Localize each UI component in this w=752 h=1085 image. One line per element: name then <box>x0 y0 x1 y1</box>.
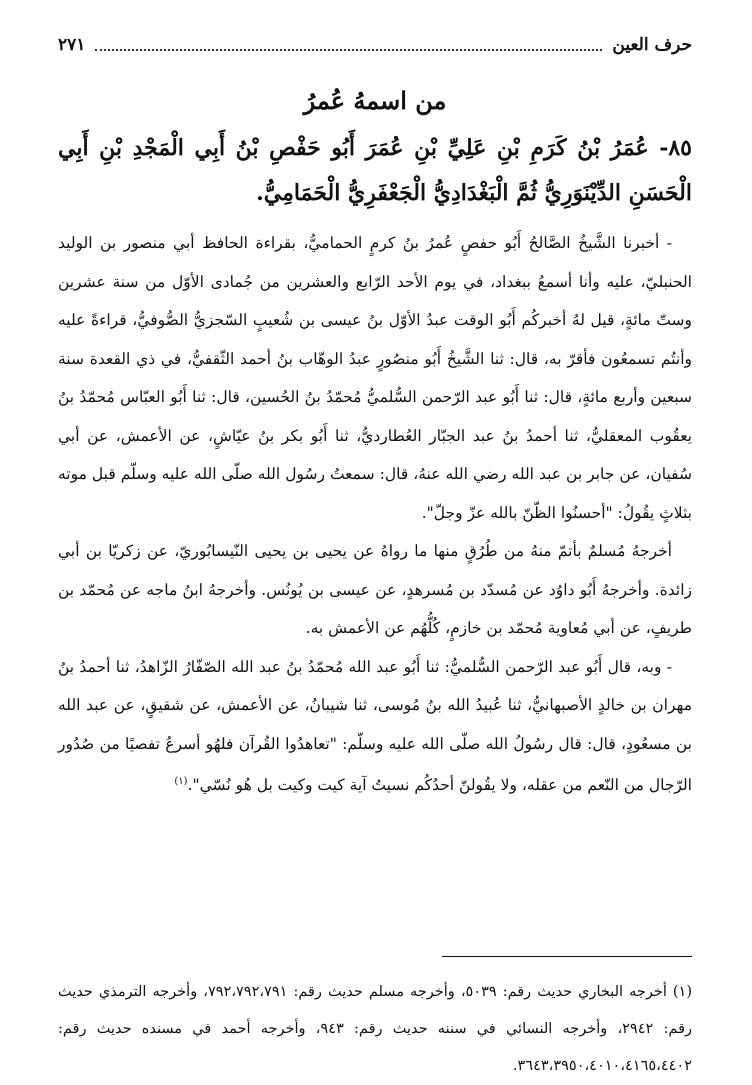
paragraph-isnad-1: - أخبرنا الشَّيخُ الصَّالحُ أَبُو حفصٍ عُمرُ بنُ كرمٍ الحماميُّ، بقراءة الحافظ أبي منصور بن الوليد الحنبليّ، عليه وأنا أسمعُ ببغداد، في يوم الأحد الرّابع والعشرين من جُمادى الأوّل من سنة عشرين وستّ مائةٍ، قيل لهُ أخبركُم أَبُو الوقت عبدُ الأوّل بنُ عيسى بن شُعيبٍ السّجزيُّ الصُّوفيُّ، قراءةً عليه وأنتُم تسمعُون فأقرّ به، قال: ثنا الشَّيخُ أَبُو منصُورٍ عبدُ الوهّاب بنُ أحمد الثّقفيُّ، في ذي القعدة سنة سبعين وأربع مائةٍ، قال: ثنا أَبُو عبد الرّحمن السُّلميُّ مُحمّدُ بنُ الحُسين، قال: ثنا أَبُو العبّاس مُحمّدُ بنُ يعقُوب المعقليُّ، ثنا أحمدُ بنُ عبد الجبّار العُطارديُّ، ثنا أَبُو بكر بنُ عيّاشٍ، عن الأعمش، عن أبي سُفيان، عن جابر بن عبد الله رضي الله عنهُ، قال: سمعتُ رسُول الله صلّى الله عليه وسلّم قبل موته بثلاثٍ يقُولُ: "أحسنُوا الظّنّ بالله عزّ وجلّ". <box>58 234 692 522</box>
paragraph-takhrij: أخرجهُ مُسلمٌ بأتمّ منهُ من طُرُقٍ منها ما رواهُ عن يحيى بن يحيى النّيسابُوريّ، عن زكريّا بن أبي زائدة. وأخرجهُ أَبُو داوُد عن مُسدّد بن مُسرهدٍ، عن عيسى بن يُونُس. وأخرجهُ ابنُ ماجه عن مُحمّد بن طريفٍ، عن أبي مُعاوية مُحمّد بن خازمٍ، كُلُّهُم عن الأعمش به. <box>58 542 692 637</box>
footnote-divider <box>442 956 692 957</box>
paragraph-isnad-2-text: - وبه، قال أَبُو عبد الرّحمن السُّلميُّ: ثنا أَبُو عبد الله مُحمّدُ بنُ عبد الله الصّفّارُ الزّاهدُ، ثنا أحمدُ بنُ مهران بن خالدٍ الأصبهانيُّ، ثنا عُبيدُ الله بنُ مُوسى، ثنا شيبانُ، عن الأعمش، عن شقيقٍ، عن عبد الله بن مسعُودٍ، قال: قال رسُولُ الله صلّى الله عليه وسلّم: "تعاهدُوا القُرآن فلهُو أسرعُ تفصيًا من صُدُور الرّجال من النّعم من عقله، ولا يقُولنّ أحدُكُم نسيتُ آية كيت وكيت بل هُو نُسّي". <box>58 657 692 795</box>
book-page <box>58 28 693 1074</box>
running-header <box>58 28 692 62</box>
page-number: ٢٧١ <box>58 35 86 55</box>
chapter-title: حرف العين <box>612 35 692 55</box>
footnote: (١) أخرجه البخاري حديث رقم: ٥٠٣٩، وأخرجه مسلم حديث رقم: ٧٩٢،٧٩٢،٧٩١، وأخرجه الترمذي حديث رقم: ٢٩٤٢، وأخرجه النسائي في سننه حديث رقم: ٩٤٣، وأخرجه أحمد في مسنده حديث رقم: ٣٦٤٣،٣٩٥٠،٤٠١٠،٤١٦٥،٤٤٠٢. <box>58 984 693 1074</box>
entry-heading: ٨٥- عُمَرُ بْنُ كَرَمِ بْنِ عَلِيِّ بْنِ عُمَرَ أَبُو حَفْصِ بْنُ أَبِي الْمَجْدِ بْنِ أَبِي الْحَسَنِ الدِّيْنَوَرِيُّ ثُمَّ الْبَغْدَادِيُّ الْجَعْفَرِيُّ الْحَمَامِيُّ. <box>58 135 692 206</box>
paragraph-isnad-2 <box>58 648 692 805</box>
section-heading: من اسمهُ عُمرُ <box>303 86 447 115</box>
leader-dots <box>95 39 602 51</box>
body-text <box>58 224 692 805</box>
footnote-marker: (١) <box>174 776 188 787</box>
